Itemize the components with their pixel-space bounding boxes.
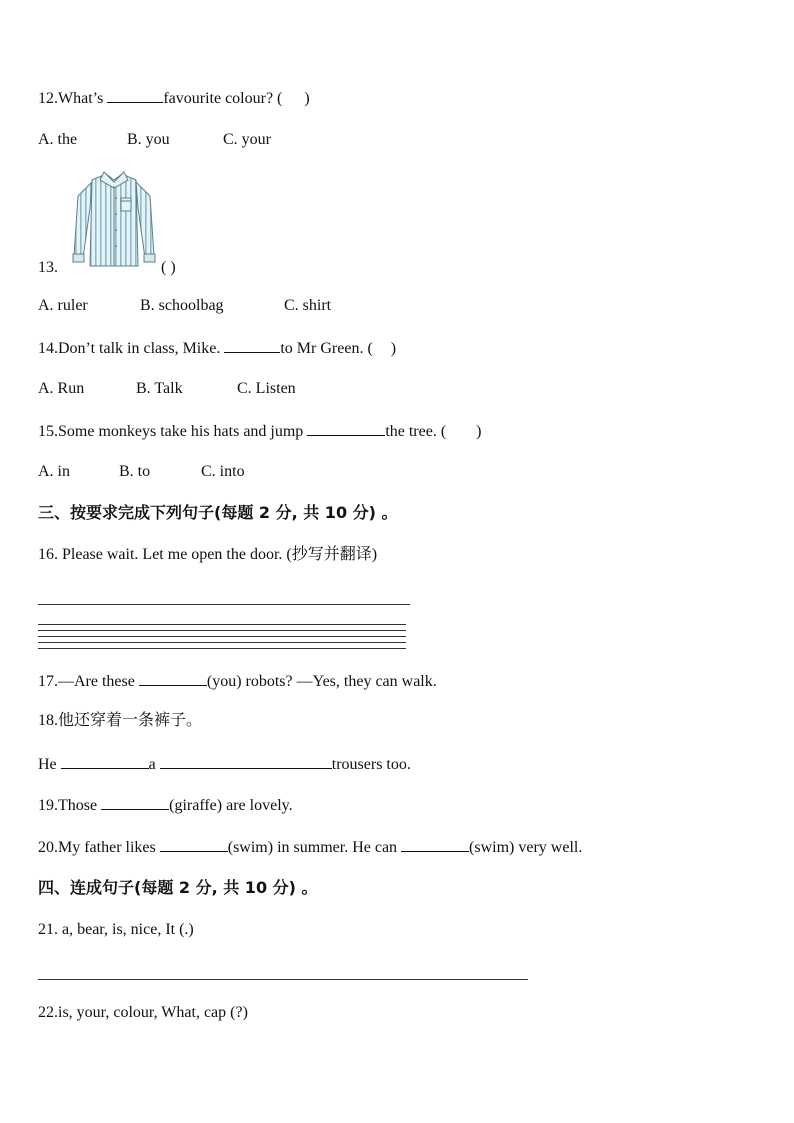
answer-blank[interactable]	[160, 837, 228, 852]
question-text: (giraffe) are lovely.	[169, 797, 293, 814]
answer-line[interactable]	[38, 979, 528, 980]
answer-blank[interactable]	[107, 88, 163, 103]
question-text: Some monkeys take his hats and jump	[58, 423, 308, 440]
question-text: is, your, colour, What, cap (?)	[58, 1004, 248, 1021]
option-c[interactable]: C. Listen	[237, 380, 296, 397]
question-15	[38, 421, 482, 442]
question-number: 16.	[38, 546, 58, 563]
question-22	[38, 1003, 248, 1023]
question-number: 19.	[38, 797, 58, 814]
options-13	[38, 296, 331, 316]
question-12	[38, 88, 310, 109]
question-number: 18.	[38, 712, 58, 729]
answer-line[interactable]	[38, 636, 406, 637]
question-number: 12.	[38, 90, 58, 107]
question-21	[38, 920, 194, 940]
question-17	[38, 671, 437, 692]
answer-line[interactable]	[38, 604, 410, 605]
question-number: 22.	[38, 1004, 58, 1021]
answer-blank[interactable]	[139, 671, 207, 686]
question-text: (you) robots? —Yes, they can walk.	[206, 673, 437, 690]
answer-blank[interactable]	[160, 754, 332, 769]
question-number: 13.	[38, 259, 58, 276]
section-3-heading: 三、按要求完成下列句子(每题 2 分, 共 10 分) 。	[38, 503, 398, 522]
question-text: trousers too.	[331, 756, 411, 773]
option-b[interactable]: B. Talk	[136, 380, 183, 397]
option-b[interactable]: B. to	[119, 463, 151, 480]
answer-line[interactable]	[38, 630, 406, 631]
question-number: 15.	[38, 423, 58, 440]
section-4-heading: 四、连成句子(每题 2 分, 共 10 分) 。	[38, 878, 318, 897]
paren-close: )	[476, 423, 482, 440]
question-19	[38, 795, 293, 816]
option-c[interactable]: C. shirt	[284, 297, 332, 314]
answer-blank[interactable]	[401, 837, 469, 852]
option-c[interactable]: C. your	[223, 131, 271, 148]
question-18	[38, 711, 202, 731]
question-text: (swim) very well.	[469, 839, 583, 856]
question-text: the tree. (	[385, 423, 447, 440]
option-b[interactable]: B. schoolbag	[140, 297, 224, 314]
paren-close: )	[390, 340, 397, 357]
answer-line[interactable]	[38, 624, 406, 625]
question-13	[38, 258, 176, 278]
question-chinese: 他还穿着一条裤子。	[58, 712, 203, 729]
question-14	[38, 338, 396, 359]
option-a[interactable]: A. in	[38, 463, 70, 480]
question-18-sentence	[38, 754, 411, 775]
question-20	[38, 837, 582, 858]
question-16	[38, 545, 377, 565]
question-text: My father likes	[58, 839, 160, 856]
question-text: favourite colour? (	[163, 90, 283, 107]
question-number: 14.	[38, 340, 58, 357]
option-a[interactable]: A. ruler	[38, 297, 88, 314]
option-b[interactable]: B. you	[127, 131, 170, 148]
option-a[interactable]: A. the	[38, 131, 78, 148]
option-a[interactable]: A. Run	[38, 380, 85, 397]
answer-line[interactable]	[38, 642, 406, 643]
question-text: to Mr Green. (	[280, 340, 373, 357]
paren: ( )	[161, 259, 176, 276]
question-text: (swim) in summer. He can	[227, 839, 402, 856]
question-text: Those	[58, 797, 102, 814]
options-14	[38, 379, 296, 399]
shirt-picture	[70, 168, 158, 272]
question-text: a, bear, is, nice, It (.)	[58, 921, 194, 938]
options-15	[38, 462, 245, 482]
answer-blank[interactable]	[61, 754, 149, 769]
question-number: 17.	[38, 673, 58, 690]
answer-blank[interactable]	[307, 421, 385, 436]
question-text: He	[38, 756, 61, 773]
question-number: 21.	[38, 921, 58, 938]
option-c[interactable]: C. into	[201, 463, 245, 480]
question-text: a	[148, 756, 160, 773]
question-text: What’s	[58, 90, 108, 107]
answer-line[interactable]	[38, 648, 406, 649]
question-text: —Are these	[58, 673, 139, 690]
answer-blank[interactable]	[101, 795, 169, 810]
question-text: Don’t talk in class, Mike.	[58, 340, 225, 357]
options-12	[38, 130, 271, 150]
question-number: 20.	[38, 839, 58, 856]
answer-blank[interactable]	[224, 338, 280, 353]
question-text: Please wait. Let me open the door. (抄写并翻译)	[58, 546, 378, 563]
paren-close: )	[304, 90, 310, 107]
